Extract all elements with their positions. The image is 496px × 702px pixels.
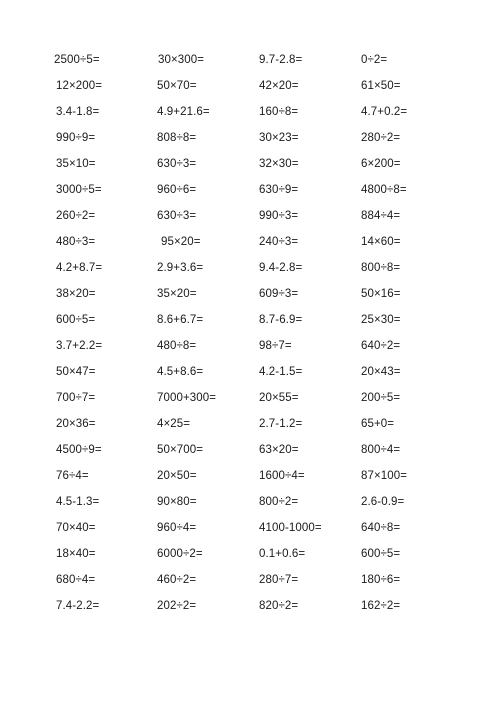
math-problem: 32×30=	[259, 158, 299, 170]
math-problem: 35×20=	[157, 288, 197, 300]
problem-row	[0, 258, 496, 278]
math-problem: 630÷3=	[157, 158, 197, 170]
problem-row	[0, 544, 496, 564]
math-problem: 20×36=	[56, 418, 96, 430]
math-problem: 260÷2=	[56, 210, 96, 222]
problem-row	[0, 596, 496, 616]
math-problem: 280÷7=	[259, 574, 299, 586]
math-problem: 4.2+8.7=	[56, 262, 103, 274]
math-problem: 640÷2=	[361, 340, 401, 352]
problem-row	[0, 180, 496, 200]
math-problem: 160÷8=	[259, 106, 299, 118]
math-problem: 4.2-1.5=	[259, 366, 303, 378]
math-problem: 95×20=	[161, 236, 201, 248]
problem-row	[0, 492, 496, 512]
math-problem: 9.4-2.8=	[259, 262, 303, 274]
math-problem: 990÷3=	[259, 210, 299, 222]
math-problem: 65+0=	[361, 418, 395, 430]
problem-row	[0, 518, 496, 538]
math-problem: 162÷2=	[361, 600, 401, 612]
math-problem: 280÷2=	[361, 132, 401, 144]
math-problem: 76÷4=	[56, 470, 89, 482]
math-problem: 4.5+8.6=	[157, 366, 204, 378]
math-problem: 2500÷5=	[54, 54, 100, 66]
math-problem: 6×200=	[361, 158, 401, 170]
problem-row	[0, 310, 496, 330]
math-problem: 609÷3=	[259, 288, 299, 300]
problem-row	[0, 206, 496, 226]
problem-row	[0, 76, 496, 96]
math-problem: 4500÷9=	[56, 444, 102, 456]
math-problem: 20×50=	[157, 470, 197, 482]
math-problem: 4.5-1.3=	[56, 496, 100, 508]
math-problem: 4.7+0.2=	[361, 106, 408, 118]
math-problem: 4800÷8=	[361, 184, 407, 196]
math-problem: 6000÷2=	[157, 548, 203, 560]
math-problem: 61×50=	[361, 80, 401, 92]
math-problem: 87×100=	[361, 470, 408, 482]
math-problem: 18×40=	[56, 548, 96, 560]
math-problem: 50×47=	[56, 366, 96, 378]
math-problem: 1600÷4=	[259, 470, 305, 482]
math-problem: 3.4-1.8=	[56, 106, 100, 118]
math-problem: 20×55=	[259, 392, 299, 404]
math-problem: 820÷2=	[259, 600, 299, 612]
math-problem: 800÷4=	[361, 444, 401, 456]
math-problem: 14×60=	[361, 236, 401, 248]
problem-row	[0, 362, 496, 382]
math-problem: 38×20=	[56, 288, 96, 300]
problem-row	[0, 570, 496, 590]
math-problem: 25×30=	[361, 314, 401, 326]
math-problem: 30×300=	[158, 54, 205, 66]
problem-row	[0, 388, 496, 408]
math-problem: 12×200=	[56, 80, 103, 92]
problem-row	[0, 128, 496, 148]
math-problem: 98÷7=	[259, 340, 292, 352]
math-problem: 0.1+0.6=	[259, 548, 306, 560]
math-problem: 0÷2=	[361, 54, 388, 66]
math-problem: 480÷3=	[56, 236, 96, 248]
math-problem: 8.6+6.7=	[157, 314, 204, 326]
math-problem: 600÷5=	[361, 548, 401, 560]
math-problem: 960÷4=	[157, 522, 197, 534]
math-problem: 680÷4=	[56, 574, 96, 586]
problem-row	[0, 50, 496, 70]
math-problem: 2.7-1.2=	[259, 418, 303, 430]
math-problem: 35×10=	[56, 158, 96, 170]
math-problem: 700÷7=	[56, 392, 96, 404]
math-problem: 50×700=	[157, 444, 204, 456]
math-problem: 42×20=	[259, 80, 299, 92]
math-problem: 200÷5=	[361, 392, 401, 404]
math-problem: 7.4-2.2=	[56, 600, 100, 612]
math-problem: 960÷6=	[157, 184, 197, 196]
math-problem: 4100-1000=	[259, 522, 322, 534]
math-problem: 50×70=	[157, 80, 197, 92]
problem-row	[0, 232, 496, 252]
math-problem: 3.7+2.2=	[56, 340, 103, 352]
math-problem: 2.9+3.6=	[157, 262, 204, 274]
math-problem: 808÷8=	[157, 132, 197, 144]
math-problem: 20×43=	[361, 366, 401, 378]
math-problem: 630÷3=	[157, 210, 197, 222]
problem-row	[0, 440, 496, 460]
math-problem: 2.6-0.9=	[361, 496, 405, 508]
problem-row	[0, 414, 496, 434]
math-problem: 63×20=	[259, 444, 299, 456]
problem-row	[0, 154, 496, 174]
math-problem: 800÷2=	[259, 496, 299, 508]
math-problem: 800÷8=	[361, 262, 401, 274]
math-problem: 50×16=	[361, 288, 401, 300]
math-problem: 9.7-2.8=	[259, 54, 303, 66]
problem-row	[0, 336, 496, 356]
math-problem: 8.7-6.9=	[259, 314, 303, 326]
problem-row	[0, 102, 496, 122]
problem-row	[0, 466, 496, 486]
math-problem: 884÷4=	[361, 210, 401, 222]
math-problem: 630÷9=	[259, 184, 299, 196]
math-problem: 70×40=	[56, 522, 96, 534]
math-problem: 990÷9=	[56, 132, 96, 144]
math-problem: 30×23=	[259, 132, 299, 144]
math-problem: 240÷3=	[259, 236, 299, 248]
math-problem: 90×80=	[157, 496, 197, 508]
math-problem: 480÷8=	[157, 340, 197, 352]
math-problem: 7000+300=	[157, 392, 217, 404]
math-problem: 4.9+21.6=	[157, 106, 210, 118]
math-problem: 180÷6=	[361, 574, 401, 586]
math-problem: 600÷5=	[56, 314, 96, 326]
math-problem: 4×25=	[157, 418, 191, 430]
math-problem: 202÷2=	[157, 600, 197, 612]
math-problem: 640÷8=	[361, 522, 401, 534]
math-problem: 3000÷5=	[56, 184, 102, 196]
problem-row	[0, 284, 496, 304]
math-problem: 460÷2=	[157, 574, 197, 586]
